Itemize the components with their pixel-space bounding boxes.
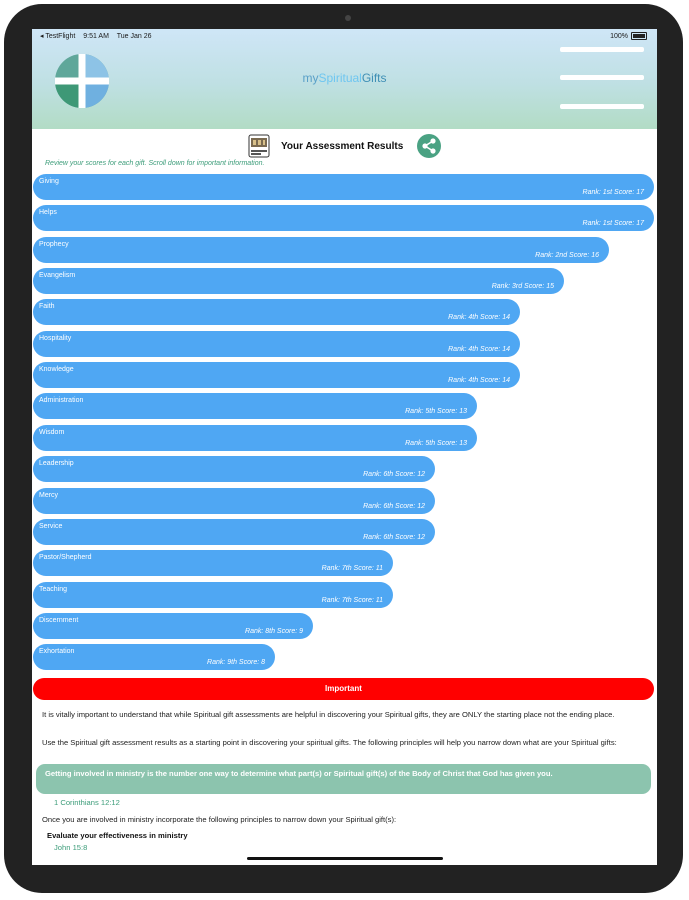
gift-bar [33, 205, 654, 231]
gift-name: Faith [39, 303, 55, 310]
gift-name: Service [39, 523, 63, 530]
gift-name: Evangelism [39, 272, 76, 279]
gift-rank-score: Rank: 6th Score: 12 [363, 503, 425, 510]
gift-bar [33, 644, 275, 670]
important-banner: Important [33, 678, 654, 700]
home-indicator [247, 857, 443, 860]
important-paragraph-3: Once you are involved in ministry incorporate the following principles to narrow down your Spiritual gift(s): [42, 815, 397, 824]
status-bar [32, 29, 657, 43]
gift-name: Prophecy [39, 241, 69, 248]
battery-icon [631, 32, 647, 40]
gift-bar [33, 362, 520, 388]
camera-dot [345, 15, 351, 21]
highlight-box [36, 764, 651, 794]
app-title: mySpiritualGifts [302, 71, 387, 85]
gift-bar [33, 613, 313, 639]
gift-name: Mercy [39, 492, 59, 499]
gift-bar [33, 237, 609, 263]
results-title: Your Assessment Results [281, 141, 404, 152]
testflight-back-link[interactable]: ◂ TestFlight [40, 33, 76, 40]
gift-name: Knowledge [39, 366, 74, 373]
important-paragraph-2: Use the Spiritual gift assessment results as a starting point in discovering your spiritual gifts. The following principles will help you narrow down what are your Spiritual gifts: [42, 738, 617, 747]
gift-bar [33, 456, 435, 482]
gift-name: Discernment [39, 617, 79, 624]
highlight-text: Getting involved in ministry is the number one way to determine what part(s) or Spiritual gift(s) of the Body of Christ that God has given you. [45, 769, 553, 778]
gift-rank-score: Rank: 2nd Score: 16 [535, 252, 599, 259]
gift-bar [33, 488, 435, 514]
results-header [32, 131, 657, 161]
share-button[interactable] [417, 134, 441, 158]
scripture-link-1-corinthians[interactable]: 1 Corinthians 12:12 [54, 798, 120, 807]
important-paragraph-1: It is vitally important to understand that while Spiritual gift assessments are helpful in discovering your Spiritual gifts, they are ONLY the starting place not the ending place. [42, 710, 615, 719]
assessment-clipboard-icon [248, 134, 270, 158]
gift-rank-score: Rank: 4th Score: 14 [448, 314, 510, 321]
gift-rank-score: Rank: 6th Score: 12 [363, 471, 425, 478]
gift-rank-score: Rank: 4th Score: 14 [448, 346, 510, 353]
status-time: 9:51 AM [83, 33, 109, 40]
gift-rank-score: Rank: 8th Score: 9 [245, 628, 303, 635]
gift-name: Hospitality [39, 335, 72, 342]
status-date: Tue Jan 26 [116, 33, 152, 40]
gift-bar [33, 550, 393, 576]
gift-rank-score: Rank: 1st Score: 17 [582, 189, 644, 196]
gift-bar [33, 299, 520, 325]
gift-name: Helps [39, 209, 57, 216]
scripture-link-john[interactable]: John 15:8 [54, 843, 88, 852]
gift-name: Teaching [39, 586, 68, 593]
gift-name: Giving [39, 178, 59, 185]
gift-rank-score: Rank: 7th Score: 11 [321, 565, 383, 572]
gift-rank-score: Rank: 1st Score: 17 [582, 220, 644, 227]
gift-rank-score: Rank: 5th Score: 13 [405, 440, 467, 447]
menu-line-icon [560, 75, 644, 80]
app-header [32, 29, 657, 129]
gift-bar [33, 582, 393, 608]
gift-bar [33, 268, 564, 294]
gift-rank-score: Rank: 5th Score: 13 [405, 408, 467, 415]
menu-line-icon [560, 47, 644, 52]
gift-name: Exhortation [39, 648, 75, 655]
review-instructions: Review your scores for each gift. Scroll down for important information. [45, 160, 265, 167]
gift-rank-score: Rank: 6th Score: 12 [363, 534, 425, 541]
gift-bar [33, 393, 477, 419]
gift-rank-score: Rank: 4th Score: 14 [448, 377, 510, 384]
gift-bar [33, 519, 435, 545]
gift-rank-score: Rank: 7th Score: 11 [321, 597, 383, 604]
app-screen [32, 29, 657, 865]
gift-rank-score: Rank: 3rd Score: 15 [491, 283, 554, 290]
hamburger-menu-button[interactable] [560, 43, 644, 113]
gift-name: Pastor/Shepherd [39, 554, 92, 561]
gift-bar [33, 425, 477, 451]
gift-name: Wisdom [39, 429, 65, 436]
menu-line-icon [560, 104, 644, 109]
effectiveness-heading: Evaluate your effectiveness in ministry [47, 831, 188, 840]
gift-name: Leadership [39, 460, 74, 467]
gift-rank-score: Rank: 9th Score: 8 [207, 659, 265, 666]
gift-name: Administration [39, 397, 84, 404]
gift-bar [33, 174, 654, 200]
share-icon [417, 134, 441, 158]
gift-bar [33, 331, 520, 357]
battery-percent: 100% [610, 32, 628, 40]
